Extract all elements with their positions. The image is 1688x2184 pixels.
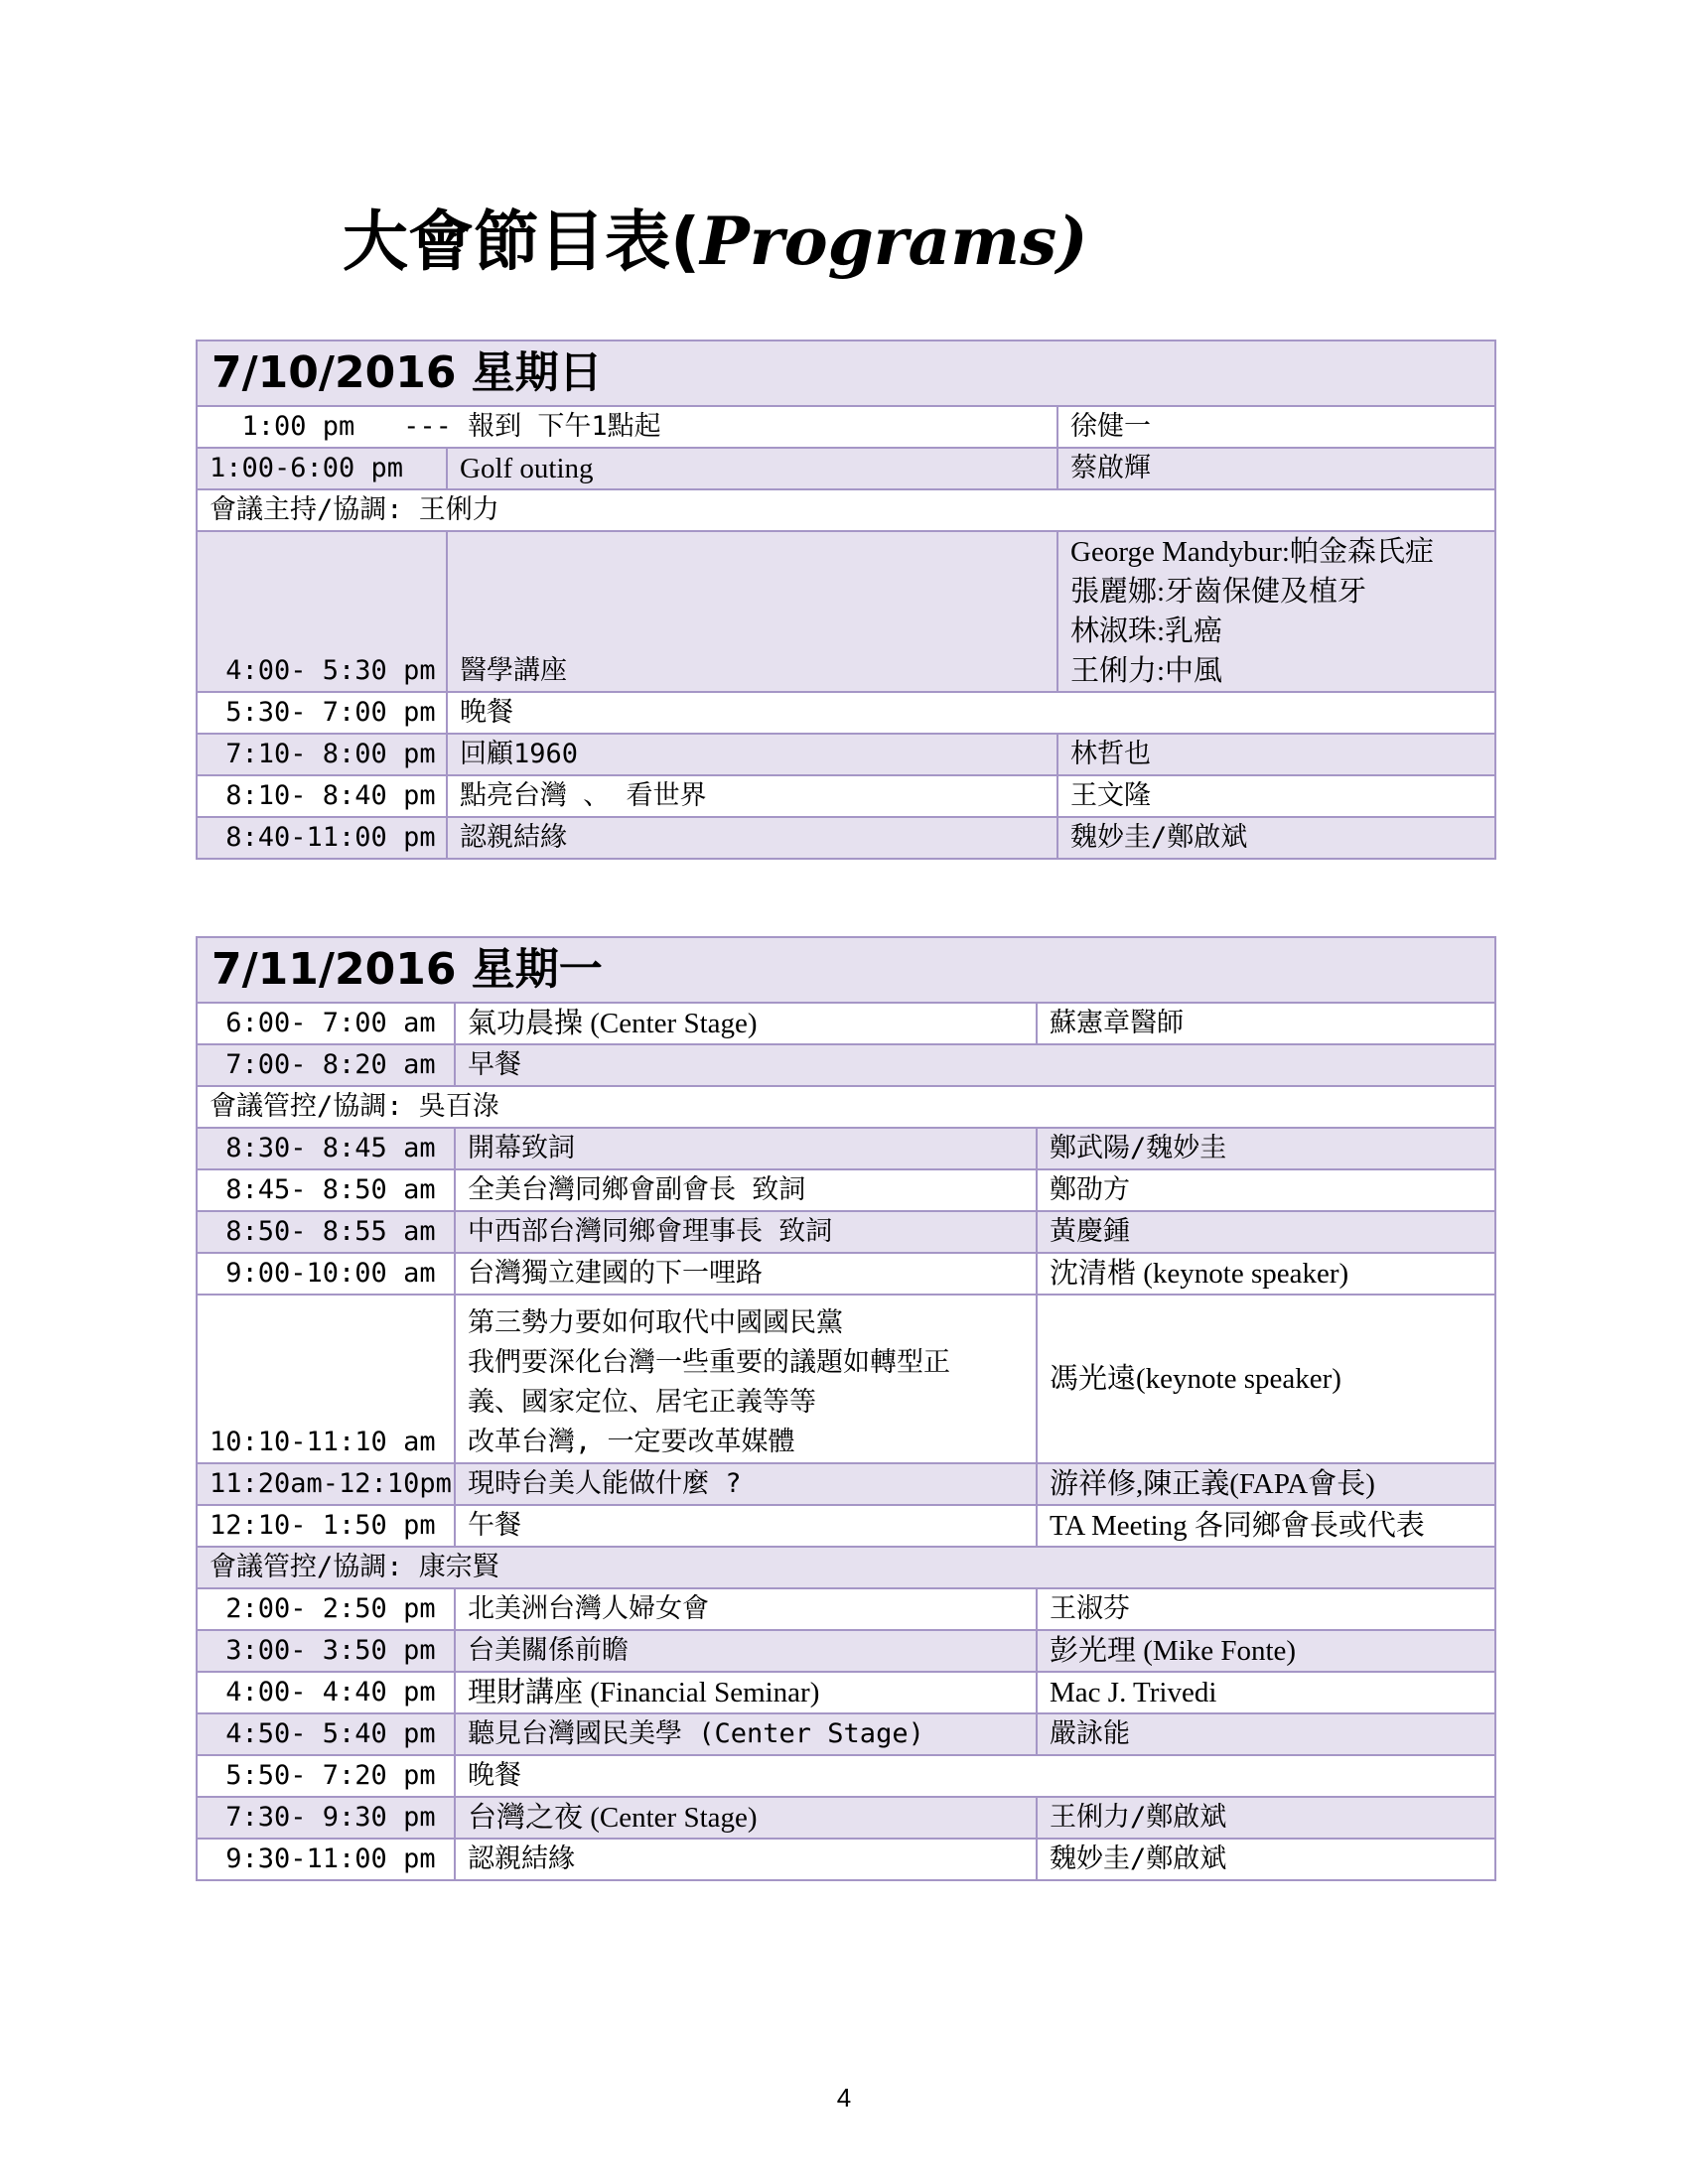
- table-row: [197, 734, 1495, 775]
- event-cell: 早餐: [455, 1044, 1495, 1086]
- day-header: 7/11/2016 星期一: [197, 937, 1495, 1003]
- time-cell: 8:40-11:00 pm: [197, 817, 447, 859]
- time-cell: 2:00- 2:50 pm: [197, 1588, 455, 1630]
- table-row: [197, 1713, 1495, 1755]
- event-cell: 台美關係前瞻: [455, 1630, 1037, 1672]
- speaker-cell: 嚴詠能: [1037, 1713, 1495, 1755]
- time-cell: 6:00- 7:00 am: [197, 1003, 455, 1044]
- table-row: [197, 1630, 1495, 1672]
- event-cell: 台灣之夜 (Center Stage): [455, 1797, 1037, 1839]
- table-row: [197, 1044, 1495, 1086]
- speaker-cell: 林哲也: [1057, 734, 1495, 775]
- table-row: [197, 1588, 1495, 1630]
- section-row: [197, 489, 1495, 531]
- section-cell: 會議主持/協調: 王俐力: [197, 489, 1495, 531]
- table-row: [197, 1295, 1495, 1463]
- speaker-cell: 徐健一: [1057, 406, 1495, 448]
- event-cell: 認親結緣: [447, 817, 1057, 859]
- time-cell: 7:30- 9:30 pm: [197, 1797, 455, 1839]
- table-row: [197, 1755, 1495, 1797]
- event-cell: 晚餐: [455, 1755, 1495, 1797]
- table-row: [197, 692, 1495, 734]
- event-cell: 午餐: [455, 1505, 1037, 1547]
- time-cell: 1:00 pm --- 報到 下午1點起: [197, 406, 1057, 448]
- event-cell: 現時台美人能做什麼 ?: [455, 1463, 1037, 1505]
- section-row: [197, 1086, 1495, 1128]
- speaker-cell: TA Meeting 各同鄉會長或代表: [1037, 1505, 1495, 1547]
- page-number: 4: [836, 2083, 852, 2113]
- event-cell: 開幕致詞: [455, 1128, 1037, 1169]
- table-row: [197, 531, 1495, 692]
- event-cell: Golf outing: [447, 448, 1057, 489]
- time-cell: 4:00- 4:40 pm: [197, 1672, 455, 1713]
- time-cell: 3:00- 3:50 pm: [197, 1630, 455, 1672]
- speaker-cell: 彭光理 (Mike Fonte): [1037, 1630, 1495, 1672]
- time-cell: 9:00-10:00 am: [197, 1253, 455, 1295]
- section-row: [197, 1547, 1495, 1588]
- event-cell: 晚餐: [447, 692, 1495, 734]
- time-cell: 11:20am-12:10pm: [197, 1463, 455, 1505]
- table-row: [197, 1128, 1495, 1169]
- event-cell: 醫學講座: [447, 531, 1057, 692]
- event-cell: 北美洲台灣人婦女會: [455, 1588, 1037, 1630]
- section-cell: 會議管控/協調: 康宗賢: [197, 1547, 1495, 1588]
- speaker-cell: 蘇憲章醫師: [1037, 1003, 1495, 1044]
- table-row: [197, 406, 1495, 448]
- speaker-cell: 游祥修,陳正義(FAPA會長): [1037, 1463, 1495, 1505]
- speaker-cell: Mac J. Trivedi: [1037, 1672, 1495, 1713]
- table-row: [197, 1839, 1495, 1880]
- speaker-cell: 魏妙圭/鄭啟斌: [1057, 817, 1495, 859]
- event-cell: 全美台灣同鄉會副會長 致詞: [455, 1169, 1037, 1211]
- event-cell: 認親結緣: [455, 1839, 1037, 1880]
- speaker-lines: George Mandybur:帕金森氏症 張麗娜:牙齒保健及植牙 林淑珠:乳癌 王俐力:中風: [1070, 536, 1434, 687]
- time-cell: 12:10- 1:50 pm: [197, 1505, 455, 1547]
- table-row: [197, 1211, 1495, 1253]
- table-row: [197, 775, 1495, 817]
- table-row: [197, 1672, 1495, 1713]
- event-cell: 點亮台灣 、 看世界: [447, 775, 1057, 817]
- schedule-table-day2: [196, 936, 1496, 1881]
- table-row: [197, 1797, 1495, 1839]
- time-cell: 9:30-11:00 pm: [197, 1839, 455, 1880]
- event-cell: 台灣獨立建國的下一哩路: [455, 1253, 1037, 1295]
- time-cell: 8:10- 8:40 pm: [197, 775, 447, 817]
- speaker-cell: 鄭武陽/魏妙圭: [1037, 1128, 1495, 1169]
- event-cell: 聽見台灣國民美學 (Center Stage): [455, 1713, 1037, 1755]
- time-cell: 8:45- 8:50 am: [197, 1169, 455, 1211]
- time-cell: 8:50- 8:55 am: [197, 1211, 455, 1253]
- speaker-cell: 王文隆: [1057, 775, 1495, 817]
- time-cell: 1:00-6:00 pm: [197, 448, 447, 489]
- page-title: [343, 189, 1088, 283]
- table-row: [197, 817, 1495, 859]
- table-row: [197, 1169, 1495, 1211]
- table-row: [197, 1463, 1495, 1505]
- time-cell: 5:50- 7:20 pm: [197, 1755, 455, 1797]
- speaker-cell: [1057, 531, 1495, 692]
- table-row: [197, 1253, 1495, 1295]
- event-cell: 中西部台灣同鄉會理事長 致詞: [455, 1211, 1037, 1253]
- speaker-cell: 沈清楷 (keynote speaker): [1037, 1253, 1495, 1295]
- time-cell: 7:00- 8:20 am: [197, 1044, 455, 1086]
- time-cell: 4:00- 5:30 pm: [197, 531, 447, 692]
- speaker-cell: 蔡啟輝: [1057, 448, 1495, 489]
- time-cell: 4:50- 5:40 pm: [197, 1713, 455, 1755]
- time-cell: 8:30- 8:45 am: [197, 1128, 455, 1169]
- event-cell: 理財講座 (Financial Seminar): [455, 1672, 1037, 1713]
- time-cell: 7:10- 8:00 pm: [197, 734, 447, 775]
- title-latin: Programs): [700, 203, 1088, 280]
- table-row: [197, 1505, 1495, 1547]
- title-cjk: 大會節目表(: [343, 204, 701, 280]
- table-row: [197, 448, 1495, 489]
- time-cell: 10:10-11:10 am: [197, 1295, 455, 1463]
- speaker-cell: 馮光遠(keynote speaker): [1037, 1295, 1495, 1463]
- speaker-cell: 鄭劭方: [1037, 1169, 1495, 1211]
- speaker-cell: 王俐力/鄭啟斌: [1037, 1797, 1495, 1839]
- section-cell: 會議管控/協調: 吳百淥: [197, 1086, 1495, 1128]
- table-row: [197, 1003, 1495, 1044]
- schedule-table-day1: [196, 340, 1496, 860]
- event-cell: 氣功晨操 (Center Stage): [455, 1003, 1037, 1044]
- time-cell: 5:30- 7:00 pm: [197, 692, 447, 734]
- speaker-cell: 黃慶鍾: [1037, 1211, 1495, 1253]
- event-cell: 回顧1960: [447, 734, 1057, 775]
- day-header: 7/10/2016 星期日: [197, 341, 1495, 406]
- event-lines: 第三勢力要如何取代中國國民黨 我們要深化台灣一些重要的議題如轉型正 義、國家定位、居宅正義等等 改革台灣, 一定要改革媒體: [468, 1307, 950, 1457]
- speaker-cell: 王淑芬: [1037, 1588, 1495, 1630]
- speaker-cell: 魏妙圭/鄭啟斌: [1037, 1839, 1495, 1880]
- event-cell: [455, 1295, 1037, 1463]
